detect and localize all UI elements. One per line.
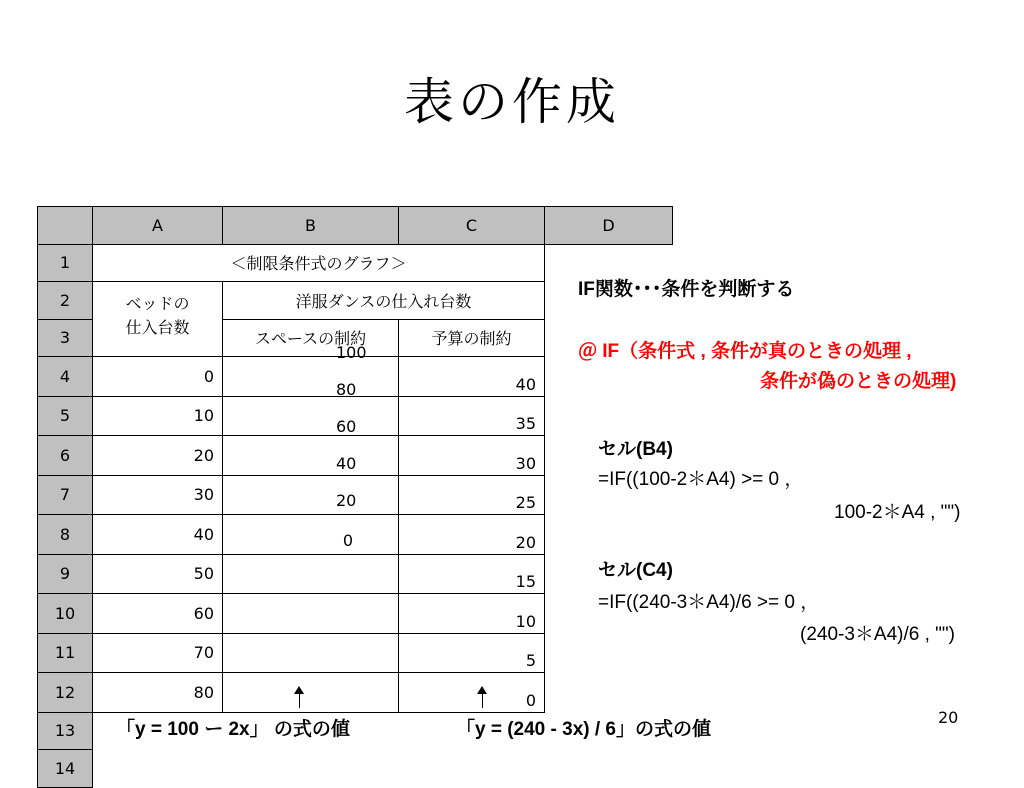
row-number[interactable]: 5 — [38, 396, 93, 436]
a23-label-line2: 仕入台数 — [125, 318, 190, 337]
c4-formula-title: セル(C4) — [598, 560, 673, 581]
cell-b5[interactable] — [223, 396, 399, 436]
cell-c11[interactable]: 5 — [399, 633, 545, 673]
b4-formula-line1: =IF((100-2＊A4) >= 0 ， — [598, 469, 804, 490]
b-value: 60 — [336, 417, 357, 436]
row-number[interactable]: 6 — [38, 436, 93, 476]
row-number[interactable]: 10 — [38, 594, 93, 634]
col-header-a[interactable]: A — [93, 207, 223, 245]
cell-a1-title[interactable]: ＜制限条件式のグラフ＞ — [93, 244, 545, 282]
cell-a4[interactable]: 0 — [93, 357, 223, 397]
col-header-b[interactable]: B — [223, 207, 399, 245]
row-number[interactable]: 2 — [38, 282, 93, 320]
cell-a11[interactable]: 70 — [93, 633, 223, 673]
c4-formula-line2: (240-3＊A4)/6 , "") — [800, 624, 955, 645]
arrow-line-left — [299, 692, 300, 708]
cell-b4[interactable] — [223, 357, 399, 397]
cell-b7[interactable] — [223, 475, 399, 515]
b-value: 80 — [336, 380, 357, 399]
c4-formula-line1: =IF((240-3＊A4)/6 >= 0 ， — [598, 592, 820, 613]
col-header-c[interactable]: C — [399, 207, 545, 245]
row-number[interactable]: 1 — [38, 244, 93, 282]
a23-label-line1: ベッドの — [125, 294, 190, 313]
cell-b3-label[interactable]: スペースの制約 — [223, 319, 399, 357]
cell-c8[interactable]: 20 — [399, 515, 545, 555]
cell-c10[interactable]: 10 — [399, 594, 545, 634]
cell-c4[interactable]: 40 — [399, 357, 545, 397]
row-number[interactable]: 4 — [38, 357, 93, 397]
arrow-line-right — [482, 692, 483, 708]
cell-a12[interactable]: 80 — [93, 673, 223, 713]
row-number[interactable]: 11 — [38, 633, 93, 673]
cell-a2-label[interactable] — [93, 282, 223, 357]
cell-b8[interactable] — [223, 515, 399, 555]
row-number[interactable]: 12 — [38, 673, 93, 713]
cell-a8[interactable]: 40 — [93, 515, 223, 555]
row-number[interactable]: 9 — [38, 554, 93, 594]
cell-b2-label[interactable]: 洋服ダンスの仕入れ台数 — [223, 282, 545, 320]
col-header-d[interactable]: D — [545, 207, 673, 245]
b-value: 100 — [336, 343, 367, 362]
row-number[interactable]: 13 — [38, 712, 93, 750]
cell-a9[interactable]: 50 — [93, 554, 223, 594]
row-number[interactable]: 3 — [38, 319, 93, 357]
cell-c12[interactable]: 0 — [399, 673, 545, 713]
slide-title: 表の作成 — [404, 73, 620, 131]
b-value: 40 — [336, 454, 357, 473]
cell-b12[interactable] — [223, 673, 399, 713]
cell-b6[interactable] — [223, 436, 399, 476]
if-function-note: IF関数･･･条件を判断する — [578, 279, 795, 300]
caption-right: 「y = (240 - 3x) / 6」の式の値 — [456, 719, 711, 740]
cell-c5[interactable]: 35 — [399, 396, 545, 436]
cell-a10[interactable]: 60 — [93, 594, 223, 634]
if-syntax-line2: 条件が偽のときの処理) — [760, 371, 957, 392]
cell-c6[interactable]: 30 — [399, 436, 545, 476]
cell-a5[interactable]: 10 — [93, 396, 223, 436]
cell-b9[interactable] — [223, 554, 399, 594]
b4-formula-title: セル(B4) — [598, 439, 673, 460]
page-number: 20 — [938, 708, 959, 727]
b4-formula-line2: 100-2＊A4 , "") — [834, 502, 961, 523]
cell-b10[interactable] — [223, 594, 399, 634]
row-number[interactable]: 7 — [38, 475, 93, 515]
cell-a6[interactable]: 20 — [93, 436, 223, 476]
b-value: 0 — [342, 531, 354, 550]
cell-c7[interactable]: 25 — [399, 475, 545, 515]
corner-header[interactable] — [38, 207, 93, 245]
cell-c9[interactable]: 15 — [399, 554, 545, 594]
if-syntax-line1: ＠ IF（条件式 , 条件が真のときの処理 , — [578, 341, 912, 362]
caption-left: 「y = 100 ー 2x」 の式の値 — [116, 719, 350, 740]
cell-c3-label[interactable]: 予算の制約 — [399, 319, 545, 357]
row-number[interactable]: 14 — [38, 750, 93, 788]
b-value: 20 — [336, 491, 357, 510]
row-number[interactable]: 8 — [38, 515, 93, 555]
cell-b11[interactable] — [223, 633, 399, 673]
cell-a7[interactable]: 30 — [93, 475, 223, 515]
